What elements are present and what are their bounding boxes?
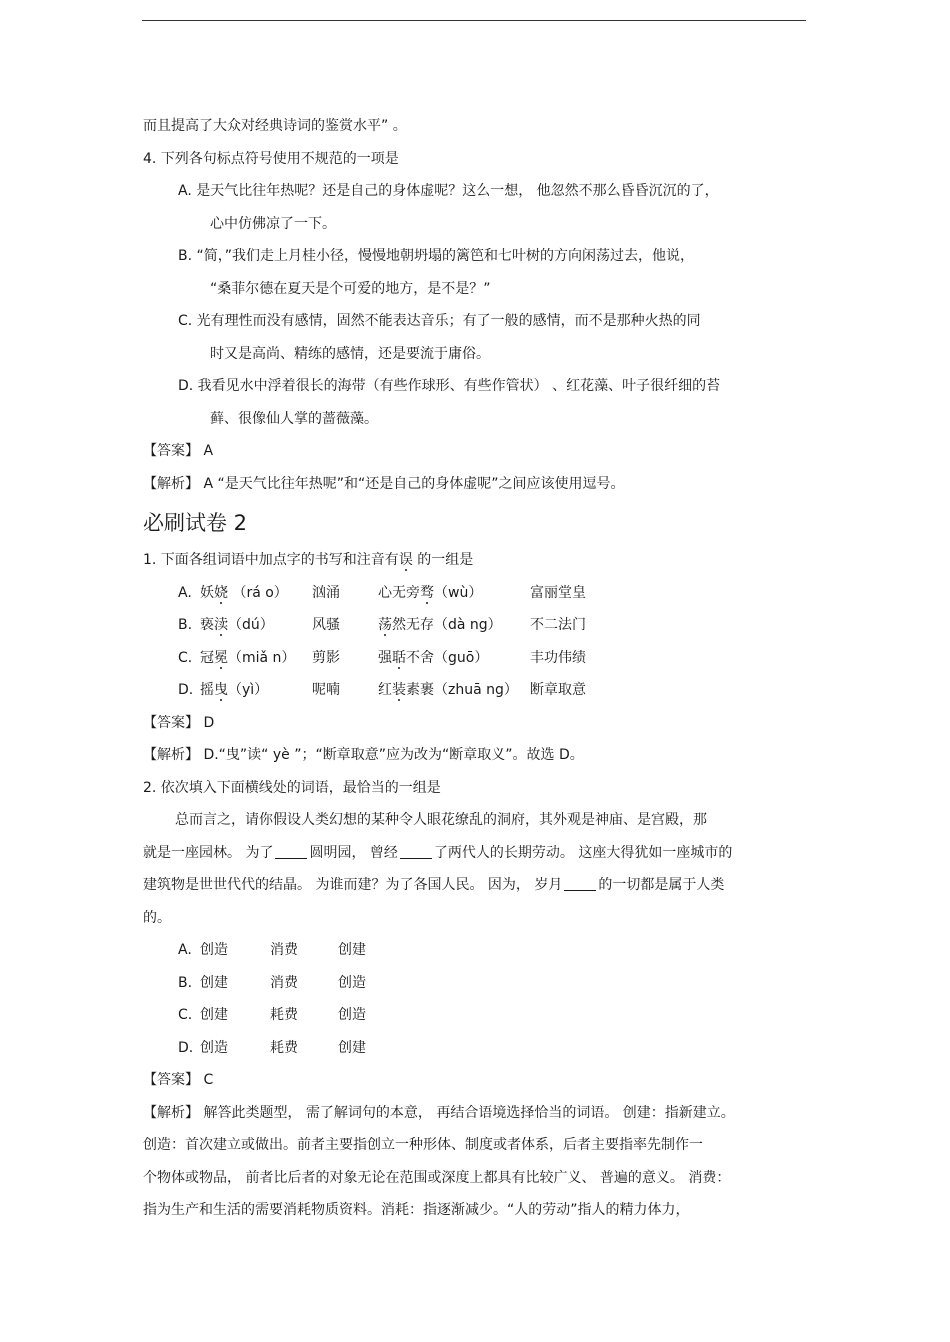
document-body xyxy=(143,110,807,1227)
section-title: 必刷试卷 2 xyxy=(143,511,248,535)
word-4: 不二法门 xyxy=(530,617,586,633)
q2-analysis-line-2: 创造：首次建立或做出。前者主要指创立一种形体、制度或者体系，后者主要指率先制作一 xyxy=(143,1137,703,1153)
q1-analysis: 【解析】 D.“曳”读“ yè ”；“断章取意”应为改为“断章取义”。故选 D。 xyxy=(143,747,584,763)
q2-option-c: C. 创建 耗费 创造 xyxy=(178,1007,366,1023)
word-3: 心无旁骛（wù） xyxy=(378,584,483,601)
q2-passage-line-2: 就是一座园林。 为了 圆明园， 曾经 了两代人的长期劳动。 这座大得犹如一座城市的 xyxy=(143,837,807,870)
word-1: 冠冕（miǎ n） xyxy=(200,649,296,666)
q2-option-b: B. 创建 消费 创造 xyxy=(178,974,366,991)
intro-line: 而且提高了大众对经典诗词的鉴赏水平” 。 xyxy=(143,118,407,134)
q2-analysis-line-3: 个物体或物品， 前者比后者的对象无论在范围或深度上都具有比较广义、 普遍的意义。 消费： xyxy=(143,1169,731,1186)
q2-option-a: A. 创造 消费 创建 xyxy=(178,942,366,958)
q4-option-c-cont: 时又是高尚、精练的感情，还是要流于庸俗。 xyxy=(210,345,490,362)
word-1: 摇曳（yì） xyxy=(200,682,269,698)
word-3: 红装素裹（zhuā ng） xyxy=(378,682,518,698)
word-3: 荡然无存（dà ng） xyxy=(378,617,502,633)
word-2: 汹涌 xyxy=(312,584,340,601)
q1-option-d xyxy=(143,674,807,707)
q2-passage-line-1: 总而言之，请你假设人类幻想的某种令人眼花缭乱的洞府，其外观是神庙、是宫殿，那 xyxy=(175,812,707,828)
q2-analysis-line-4: 指为生产和生活的需要消耗物质资料。消耗：指逐渐减少。“人的劳动”指人的精力体力， xyxy=(143,1202,690,1218)
fill-blank-3 xyxy=(564,874,596,891)
word-2: 风骚 xyxy=(312,617,340,633)
q1-option-c xyxy=(143,642,807,675)
option-label: A. xyxy=(178,584,192,601)
q4-option-a: A. 是天气比往年热呢？还是自己的身体虚呢？这么一想， 他忽然不那么昏昏沉沉的了， xyxy=(178,183,719,199)
word-2: 呢喃 xyxy=(312,682,340,698)
q4-option-c: C. 光有理性而没有感情，固然不能表达音乐；有了一般的感情，而不是那种火热的同 xyxy=(178,313,701,329)
option-label: C. xyxy=(178,649,193,666)
q2-answer: 【答案】 C xyxy=(143,1072,214,1088)
q4-option-a-cont: 心中仿佛凉了一下。 xyxy=(210,215,336,232)
fill-blank-2 xyxy=(400,842,432,859)
word-1: 妖娆 （rá o） xyxy=(200,584,288,601)
word-4: 富丽堂皇 xyxy=(530,584,586,601)
q4-answer: 【答案】 A xyxy=(143,443,214,459)
q2-passage-line-4: 的。 xyxy=(143,909,171,926)
q1-stem-post: 的一组是 xyxy=(412,552,474,568)
q1-option-a xyxy=(143,577,807,610)
q2-option-d: D. 创造 耗费 创建 xyxy=(178,1039,366,1056)
option-label: B. xyxy=(178,617,193,633)
q4-option-d-cont: 藓、很像仙人掌的蔷薇藻。 xyxy=(210,410,378,427)
q1-answer: 【答案】 D xyxy=(143,714,215,731)
word-1: 亵渎（dú） xyxy=(200,617,274,633)
option-label: D. xyxy=(178,682,194,698)
word-4: 丰功伟绩 xyxy=(530,649,586,666)
q1-stem-dotted: 误 xyxy=(398,552,413,568)
header-rule xyxy=(142,20,806,21)
q2-stem: 2. 依次填入下面横线处的词语，最恰当的一组是 xyxy=(143,779,441,796)
q4-option-d: D. 我看见水中浮着很长的海带（有些作球形、有些作管状） 、红花藻、叶子很纤细的苔 xyxy=(178,378,721,394)
word-4: 断章取意 xyxy=(530,682,586,698)
q4-option-b: B. “简，”我们走上月桂小径，慢慢地朝坍塌的篱笆和七叶树的方向闲荡过去，他说， xyxy=(178,248,695,264)
word-3: 强聒不舍（guō） xyxy=(378,649,489,666)
word-2: 剪影 xyxy=(312,649,340,666)
q1-stem-pre: 1. 下面各组词语中加点字的书写和注音有 xyxy=(143,552,399,568)
q2-passage-line-3: 建筑物是世世代代的结晶。 为谁而建？为了各国人民。 因为， 岁月 的一切都是属于人类 xyxy=(143,869,807,902)
q4-option-b-cont: “桑菲尔德在夏天是个可爱的地方，是不是？” xyxy=(210,280,491,297)
fill-blank-1 xyxy=(275,842,307,859)
q4-stem: 4. 下列各句标点符号使用不规范的一项是 xyxy=(143,150,399,167)
q1-stem xyxy=(143,544,807,577)
q1-option-b xyxy=(143,609,807,642)
q4-analysis: 【解析】 A “是天气比往年热呢”和“还是自己的身体虚呢”之间应该使用逗号。 xyxy=(143,475,625,492)
q2-analysis-line-1: 【解析】 解答此类题型， 需了解词句的本意， 再结合语境选择恰当的词语。 创建：指新建立。 xyxy=(143,1104,735,1121)
